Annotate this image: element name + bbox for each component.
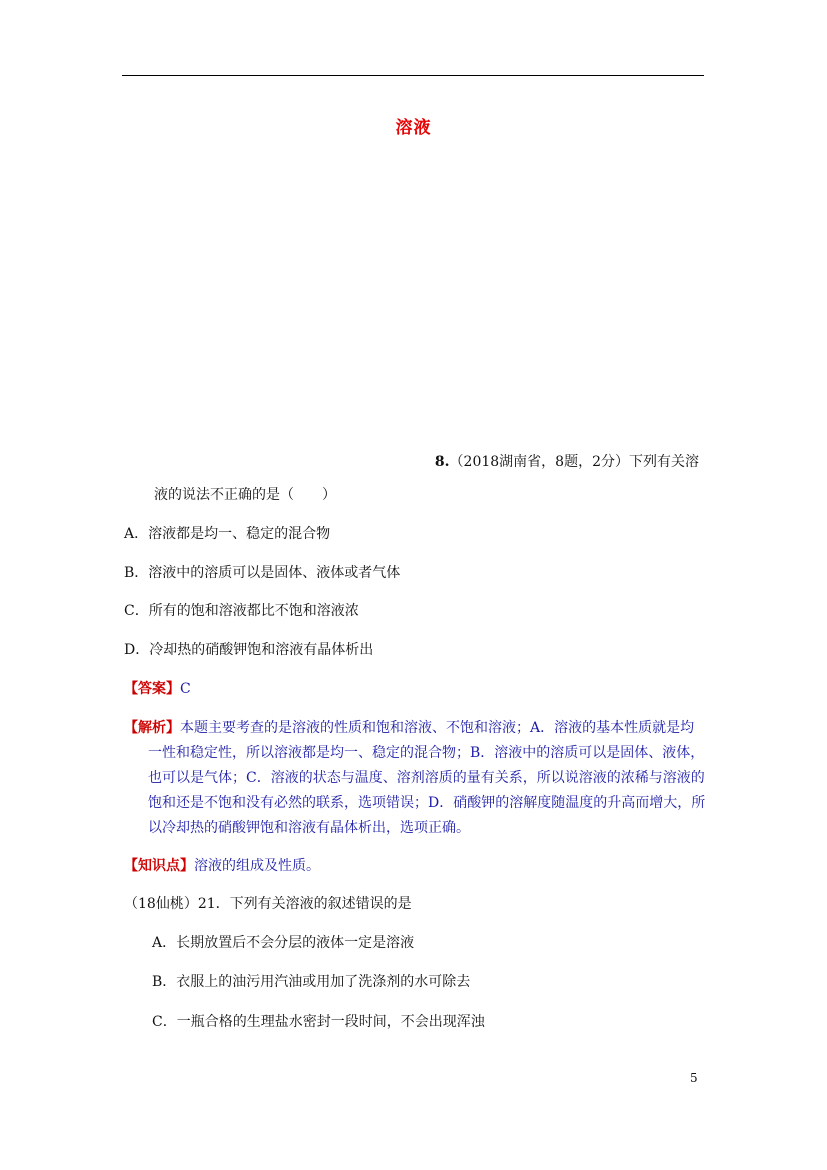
question-8-stem: 液的说法不正确的是（ ） — [154, 487, 336, 503]
knowledge-text: 溶液的组成及性质。 — [194, 858, 320, 874]
analysis-tag: 【解析】 — [124, 720, 180, 736]
question-21-option-c: C．一瓶合格的生理盐水密封一段时间，不会出现浑浊 — [152, 1014, 485, 1030]
page-number: 5 — [690, 1071, 698, 1085]
header-rule — [122, 75, 704, 76]
question-8-option-c: C．所有的饱和溶液都比不饱和溶液浓 — [124, 603, 359, 619]
question-8-knowledge-point — [124, 856, 320, 876]
question-8-number: 8. — [434, 454, 450, 470]
question-8-option-d: D．冷却热的硝酸钾饱和溶液有晶体析出 — [124, 642, 374, 658]
question-8-option-b: B．溶液中的溶质可以是固体、液体或者气体 — [124, 565, 401, 581]
answer-value: C — [180, 681, 191, 697]
page-title: 溶液 — [395, 118, 432, 138]
question-8-header — [435, 452, 699, 472]
question-8-source: （2018湖南省，8题，2分）下列有关溶 — [449, 454, 699, 470]
question-21-option-b: B．衣服上的油污用汽油或用加了洗涤剂的水可除去 — [152, 974, 471, 990]
question-21-option-a: A．长期放置后不会分层的液体一定是溶液 — [152, 935, 415, 951]
knowledge-tag: 【知识点】 — [124, 858, 194, 874]
question-8-option-a: A．溶液都是均一、稳定的混合物 — [124, 526, 331, 542]
question-8-answer — [124, 679, 191, 699]
analysis-text: 本题主要考查的是溶液的性质和饱和溶液、不饱和溶液；A．溶液的基本性质就是均一性和稳定性，所以溶液都是均一、稳定的混合物；B．溶液中的溶质可以是固体、液体，也可以是气体；C．溶液的状态与温度、溶剂溶质的量有关系，所以说溶液的浓稀与溶液的饱和还是不饱和没有必然的联系，选项错误；D．硝酸钾的溶解度随温度的升高而增大，所以冷却热的硝酸钾饱和溶液有晶体析出，选项正确。 — [148, 720, 706, 836]
question-8-analysis — [124, 716, 706, 841]
question-21-header: （18仙桃）21．下列有关溶液的叙述错误的是 — [124, 896, 412, 912]
answer-tag: 【答案】 — [124, 681, 180, 697]
